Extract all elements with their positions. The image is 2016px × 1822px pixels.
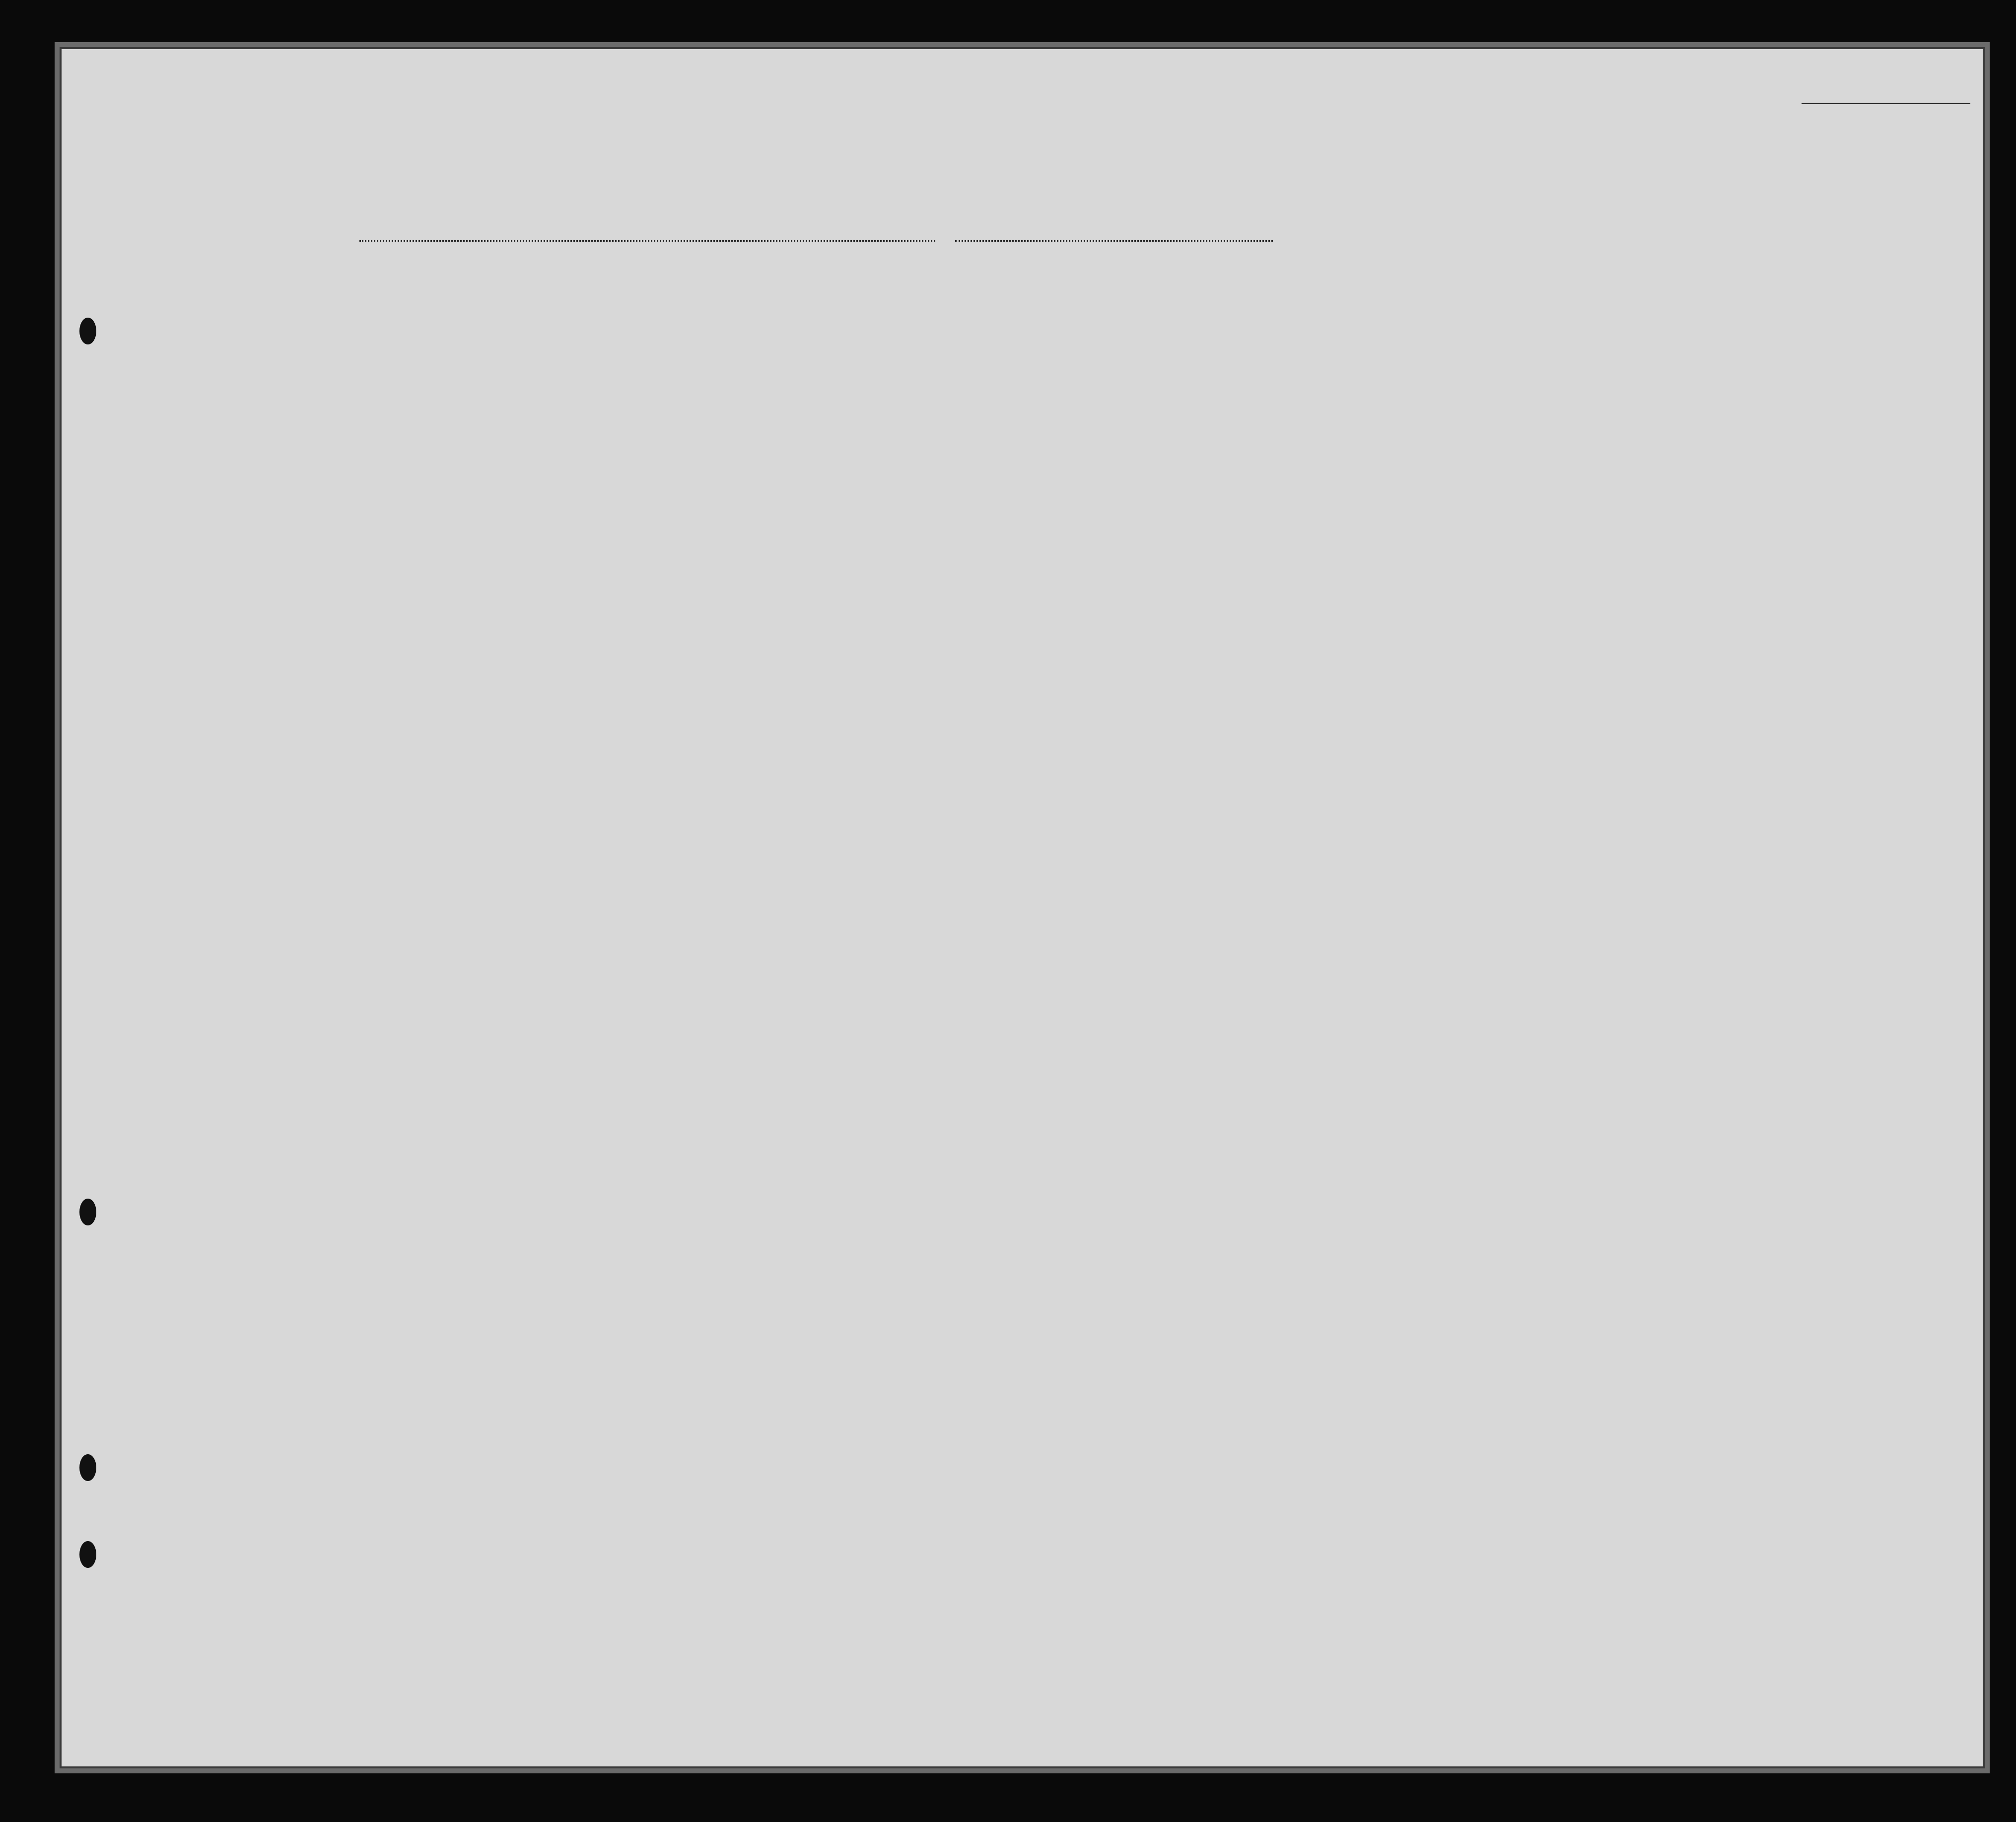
date-line (955, 240, 1273, 242)
binder-hole (79, 318, 96, 344)
form-grid (62, 49, 1983, 1766)
list-underline (1802, 103, 1970, 104)
binder-hole (79, 1199, 96, 1225)
header-ticket (615, 903, 754, 1062)
port-line (359, 240, 935, 242)
binder-hole (79, 1454, 96, 1481)
manifest-sheet (60, 47, 1985, 1768)
binder-hole (79, 1541, 96, 1568)
